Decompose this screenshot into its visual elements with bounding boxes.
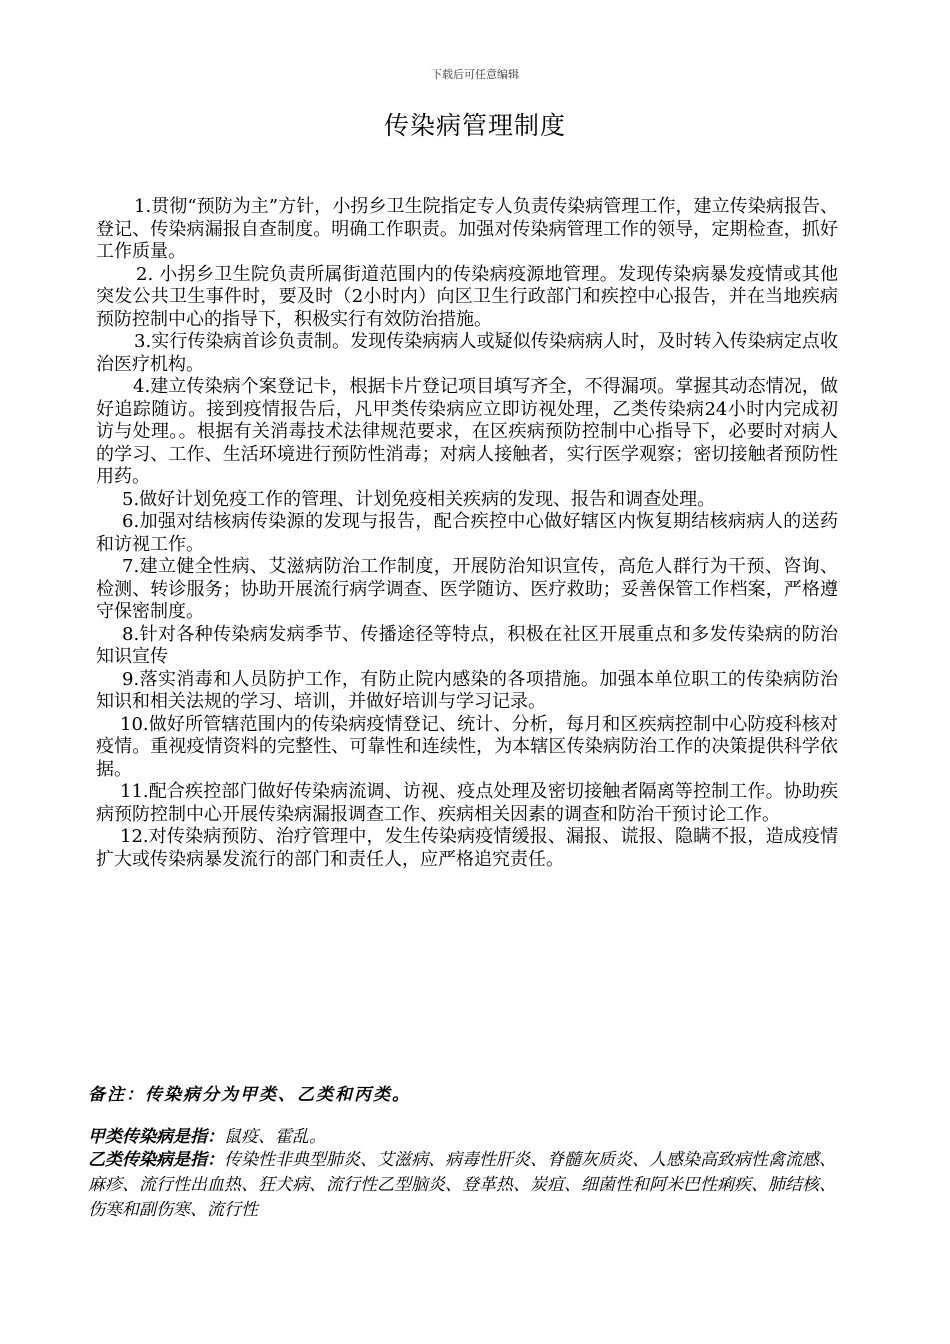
header-note: 下载后可任意编辑 — [431, 68, 519, 81]
paragraph-1: 1.贯彻“预防为主”方针，小拐乡卫生院指定专人负责传染病管理工作，建立传染病报告、登记、传染病漏报自查制度。明确工作职责。加强对传染病管理工作的领导，定期检查，抓好工作质量。 — [96, 196, 838, 262]
class-a-note — [88, 1124, 838, 1150]
paragraph-2: 2. 小拐乡卫生院负责所属街道范围内的传染病疫源地管理。发现传染病暴发疫情或其他突发公共卫生事件时，要及时（2小时内）向区卫生行政部门和疾控中心报告，并在当地疾病预防控制中心的指导下，积极实行有效防治措施。 — [96, 263, 838, 330]
class-b-note — [88, 1148, 838, 1223]
paragraph-4: 4.建立传染病个案登记卡，根据卡片登记项目填写齐全，不得漏项。掌握其动态情况，做好追踪随访。接到疫情报告后，凡甲类传染病应立即访视处理，乙类传染病24小时内完成初访与处理。。根据有关消毒技术法律规范要求，在区疾病预防控制中心指导下，必要时对病人的学习、工作、生活环境进行预防性消毒；对病人接触者，实行医学观察；密切接触者预防性用药。 — [96, 376, 838, 487]
document-body — [96, 196, 838, 871]
paragraph-10: 10.做好所管辖范围内的传染病疫情登记、统计、分析，每月和区疾病控制中心防疫科核对疫情。重视疫情资料的完整性、可靠性和连续性，为本辖区传染病防治工作的决策提供科学依据。 — [96, 713, 838, 780]
class-b-label: 乙类传染病是指： — [88, 1150, 224, 1170]
paragraph-5: 5.做好计划免疫工作的管理、计划免疫相关疾病的发现、报告和调查处理。 — [122, 488, 716, 510]
paragraph-8: 8.针对各种传染病发病季节、传播途径等特点，积极在社区开展重点和多发传染病的防治知识宣传 — [96, 623, 838, 667]
remark-note: 备注：传染病分为甲类、乙类和丙类。 — [88, 1085, 411, 1105]
paragraph-11: 11.配合疾控部门做好传染病流调、访视、疫点处理及密切接触者隔离等控制工作。协助疾病预防控制中心开展传染病漏报调查工作、疾病相关因素的调查和防治干预讨论工作。 — [96, 781, 838, 825]
paragraph-3: 3.实行传染病首诊负责制。发现传染病病人或疑似传染病病人时，及时转入传染病定点收治医疗机构。 — [96, 331, 838, 375]
document-title: 传染病管理制度 — [383, 111, 566, 140]
paragraph-6: 6.加强对结核病传染源的发现与报告，配合疾控中心做好辖区内恢复期结核病病人的送药和访视工作。 — [96, 511, 838, 555]
class-a-value: 鼠疫、霍乱。 — [224, 1127, 326, 1147]
paragraph-7: 7.建立健全性病、艾滋病防治工作制度，开展防治知识宣传，高危人群行为干预、咨询、检测、转诊服务；协助开展流行病学调查、医学随访、医疗救助；妥善保管工作档案，严格遵守保密制度。 — [96, 556, 838, 622]
class-a-label: 甲类传染病是指： — [88, 1127, 224, 1147]
paragraph-9: 9.落实消毒和人员防护工作，有防止院内感染的各项措施。加强本单位职工的传染病防治知识和相关法规的学习、培训，并做好培训与学习记录。 — [96, 668, 838, 712]
paragraph-12: 12.对传染病预防、治疗管理中，发生传染病疫情缓报、漏报、谎报、隐瞒不报，造成疫情扩大或传染病暴发流行的部门和责任人，应严格追究责任。 — [96, 826, 838, 870]
class-b-value: 传染性非典型肺炎、艾滋病、病毒性肝炎、脊髓灰质炎、人感染高致病性禽流感、麻疹、流行性出血热、狂犬病、流行性乙型脑炎、登革热、炭疽、细菌性和阿米巴性痢疾、肺结核、伤寒和副伤寒、流行性 — [88, 1150, 836, 1220]
